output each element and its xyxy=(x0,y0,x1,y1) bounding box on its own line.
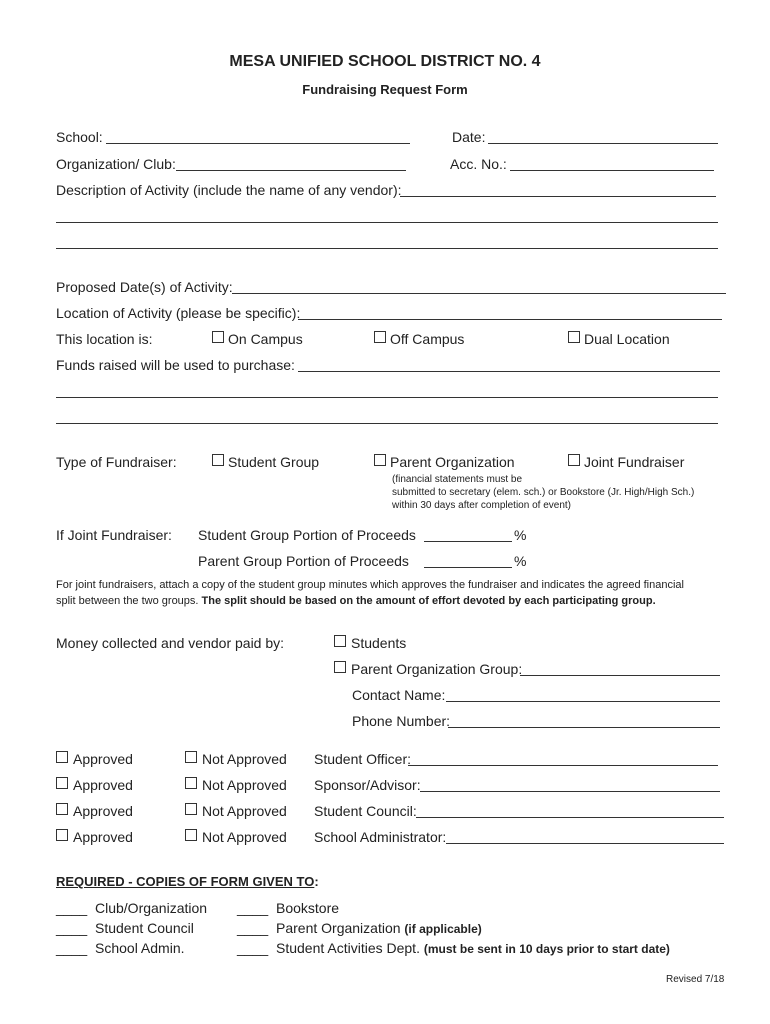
not-approved-label: Not Approved xyxy=(202,829,287,845)
approved-label: Approved xyxy=(73,829,133,845)
money-collected-label: Money collected and vendor paid by: xyxy=(56,635,285,651)
not-approved-checkbox-4[interactable] xyxy=(185,829,197,841)
joint-fundraiser-label: Joint Fundraiser xyxy=(584,454,685,470)
parent-org-group-checkbox[interactable] xyxy=(334,661,346,673)
proposed-dates-label: Proposed Date(s) of Activity: xyxy=(56,279,233,295)
joint-instructions-2b: The split should be based on the amount of effort devoted by each participating group. xyxy=(201,595,656,607)
school-admin-blank[interactable]: ____ xyxy=(56,940,88,956)
description-field[interactable] xyxy=(400,196,716,197)
contact-name-label: Contact Name: xyxy=(352,687,446,703)
not-approved-label: Not Approved xyxy=(202,751,287,767)
approved-label: Approved xyxy=(73,803,133,819)
phone-number-field[interactable] xyxy=(448,727,720,728)
joint-instructions-2a: split between the two groups. xyxy=(56,595,199,607)
financial-note-3: within 30 days after completion of event) xyxy=(392,500,571,511)
not-approved-checkbox-3[interactable] xyxy=(185,803,197,815)
school-administrator-label: School Administrator: xyxy=(314,829,447,845)
joint-instructions-2 xyxy=(56,593,656,609)
school-administrator-signature[interactable] xyxy=(446,843,724,844)
student-activities-label: Student Activities Dept. xyxy=(276,940,420,956)
dual-location-label: Dual Location xyxy=(584,331,670,347)
parent-org-blank[interactable]: ____ xyxy=(237,920,269,936)
student-officer-label: Student Officer: xyxy=(314,751,412,767)
off-campus-checkbox[interactable] xyxy=(374,331,386,343)
parent-organization-checkbox[interactable] xyxy=(374,454,386,466)
sponsor-advisor-label: Sponsor/Advisor: xyxy=(314,777,421,793)
revised-date: Revised 7/18 xyxy=(666,974,725,985)
club-org-label: Club/Organization xyxy=(95,900,208,916)
fundraiser-type-label: Type of Fundraiser: xyxy=(56,454,177,470)
parent-organization-label: Parent Organization xyxy=(390,454,515,470)
dual-location-checkbox[interactable] xyxy=(568,331,580,343)
financial-note-1: (financial statements must be xyxy=(392,474,523,485)
student-group-checkbox[interactable] xyxy=(212,454,224,466)
parent-org-group-label: Parent Organization Group: xyxy=(351,661,523,677)
parent-portion-percent: % xyxy=(514,553,527,569)
required-heading xyxy=(56,874,319,890)
date-label: Date: xyxy=(452,129,486,145)
acc-no-field[interactable] xyxy=(510,170,714,171)
acc-no-label: Acc. No.: xyxy=(450,156,507,172)
bookstore-blank[interactable]: ____ xyxy=(237,900,269,916)
student-council-blank[interactable]: ____ xyxy=(56,920,88,936)
parent-portion-field[interactable] xyxy=(424,567,512,568)
contact-name-field[interactable] xyxy=(446,701,720,702)
location-label: Location of Activity (please be specific): xyxy=(56,305,301,321)
not-approved-checkbox-1[interactable] xyxy=(185,751,197,763)
students-checkbox[interactable] xyxy=(334,635,346,647)
organization-field[interactable] xyxy=(176,170,406,171)
approved-label: Approved xyxy=(73,777,133,793)
location-is-label: This location is: xyxy=(56,331,153,347)
joint-fundraiser-checkbox[interactable] xyxy=(568,454,580,466)
parent-org-copy xyxy=(276,920,482,937)
student-activities-blank[interactable]: ____ xyxy=(237,940,269,956)
off-campus-label: Off Campus xyxy=(390,331,465,347)
parent-portion-label: Parent Group Portion of Proceeds xyxy=(198,553,409,569)
approved-checkbox-3[interactable] xyxy=(56,803,68,815)
on-campus-label: On Campus xyxy=(228,331,303,347)
approved-label: Approved xyxy=(73,751,133,767)
school-label: School: xyxy=(56,129,103,145)
parent-org-copy-note: (if applicable) xyxy=(404,922,482,936)
date-field[interactable] xyxy=(488,143,718,144)
student-council-signature[interactable] xyxy=(416,817,724,818)
not-approved-label: Not Approved xyxy=(202,803,287,819)
proposed-dates-field[interactable] xyxy=(232,293,726,294)
student-group-label: Student Group xyxy=(228,454,320,470)
not-approved-label: Not Approved xyxy=(202,777,287,793)
funds-used-line-2[interactable] xyxy=(56,397,718,398)
student-activities-note: (must be sent in 10 days prior to start date) xyxy=(423,942,670,956)
funds-used-label: Funds raised will be used to purchase: xyxy=(56,357,295,373)
sponsor-advisor-signature[interactable] xyxy=(420,791,720,792)
funds-used-field[interactable] xyxy=(298,371,720,372)
student-portion-label: Student Group Portion of Proceeds xyxy=(198,527,416,543)
description-label: Description of Activity (include the name of any vendor): xyxy=(56,182,402,198)
description-line-2[interactable] xyxy=(56,222,718,223)
student-portion-field[interactable] xyxy=(424,541,512,542)
description-line-3[interactable] xyxy=(56,248,718,249)
student-officer-signature[interactable] xyxy=(408,765,718,766)
required-heading-text: REQUIRED - COPIES OF FORM GIVEN TO xyxy=(56,874,315,889)
on-campus-checkbox[interactable] xyxy=(212,331,224,343)
school-admin-label: School Admin. xyxy=(95,940,185,956)
form-subtitle: Fundraising Request Form xyxy=(302,82,468,97)
student-portion-percent: % xyxy=(514,527,527,543)
financial-note-2: submitted to secretary (elem. sch.) or Bookstore (Jr. High/High Sch.) xyxy=(392,487,695,498)
location-field[interactable] xyxy=(298,319,722,320)
joint-instructions-1: For joint fundraisers, attach a copy of the student group minutes which approves the fundraiser and indicates the agreed financial xyxy=(56,579,684,591)
approved-checkbox-2[interactable] xyxy=(56,777,68,789)
phone-number-label: Phone Number: xyxy=(352,713,451,729)
school-field[interactable] xyxy=(106,143,410,144)
club-org-blank[interactable]: ____ xyxy=(56,900,88,916)
student-council-copy-label: Student Council xyxy=(95,920,194,936)
approved-checkbox-1[interactable] xyxy=(56,751,68,763)
student-activities-copy xyxy=(276,940,670,957)
joint-fundraiser-section-label: If Joint Fundraiser: xyxy=(56,527,172,543)
organization-label: Organization/ Club: xyxy=(56,156,176,172)
bookstore-label: Bookstore xyxy=(276,900,340,916)
approved-checkbox-4[interactable] xyxy=(56,829,68,841)
funds-used-line-3[interactable] xyxy=(56,423,718,424)
form-title: MESA UNIFIED SCHOOL DISTRICT NO. 4 xyxy=(229,53,541,70)
parent-org-copy-label: Parent Organization xyxy=(276,920,401,936)
required-heading-colon: : xyxy=(314,874,319,889)
not-approved-checkbox-2[interactable] xyxy=(185,777,197,789)
student-council-label: Student Council: xyxy=(314,803,417,819)
students-label: Students xyxy=(351,635,407,651)
parent-org-group-field[interactable] xyxy=(520,675,720,676)
